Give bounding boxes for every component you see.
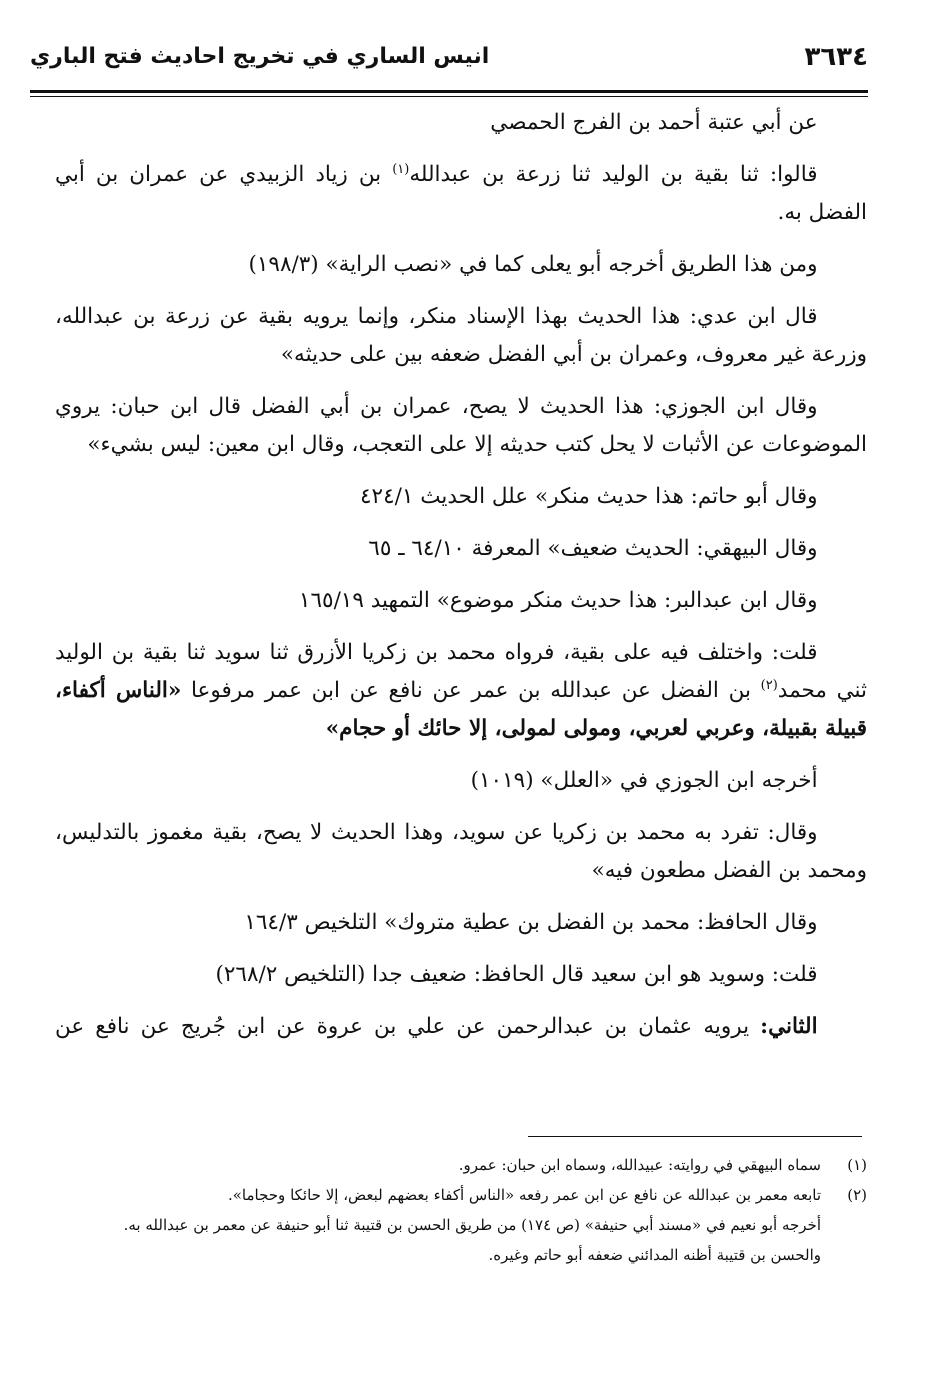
footnote-1-number: (١)	[847, 1156, 867, 1174]
footnote-2-continuation-2: والحسن بن قتيبة أظنه المدائني ضعفه أبو حاتم وغيره.	[488, 1246, 821, 1264]
paragraph-11: وقال: تفرد به محمد بن زكريا عن سويد، وهذا الحديث لا يصح، بقية مغموز بالتدليس، ومحمد بن الفضل مطعون فيه»	[55, 820, 867, 883]
header-rule-thin	[30, 96, 868, 97]
paragraph-5: وقال ابن الجوزي: هذا الحديث لا يصح، عمران بن أبي الفضل قال ابن حبان: يروي الموضوعات عن الأثبات لا يحل كتب حديثه إلا على التعجب، وقال ابن معين: ليس بشيء»	[55, 394, 867, 457]
paragraph-2	[55, 156, 867, 232]
footnote-2-continuation-1: أخرجه أبو نعيم في «مسند أبي حنيفة» (ص ١٧٤) من طريق الحسن بن قتيبة ثنا أبو حنيفة عن معمر بن عبدالله به.	[123, 1216, 821, 1234]
footnote-1-text: سماه البيهقي في روايته: عبيدالله، وسماه ابن حبان: عمرو.	[458, 1156, 821, 1174]
footnote-2-text: تابعه معمر بن عبدالله عن نافع عن ابن عمر رفعه «الناس أكفاء بعضهم لبعض، إلا حائكا وحجاما».	[227, 1186, 821, 1204]
paragraph-7: وقال البيهقي: الحديث ضعيف» المعرفة ٦٤/١٠ ـ ٦٥	[368, 536, 818, 561]
paragraph-2-text-b: بن زياد الزبيدي عن عمران بن أبي الفضل به.	[55, 162, 867, 225]
page-header	[30, 38, 868, 88]
paragraph-6: وقال أبو حاتم: هذا حديث منكر» علل الحديث ٤٢٤/١	[360, 484, 818, 509]
main-text	[55, 104, 867, 1060]
paragraph-2-text-a: قالوا: ثنا بقية بن الوليد ثنا زرعة بن عبدالله	[409, 162, 818, 187]
hadith-quote: «الناس أكفاء، قبيلة بقبيلة، وعربي لعربي، ومولى لمولى، إلا حائك أو حجام»	[55, 678, 867, 741]
section-label-second: الثاني:	[760, 1014, 818, 1039]
paragraph-10: أخرجه ابن الجوزي في «العلل» (١٠١٩)	[470, 768, 818, 793]
paragraph-9-text-b: بن الفضل عن عبدالله بن عمر عن نافع عن ابن عمر مرفوعا	[181, 678, 761, 703]
footnote-2-number: (٢)	[847, 1186, 867, 1204]
footnote-ref-1: (١)	[392, 161, 410, 177]
paragraph-3: ومن هذا الطريق أخرجه أبو يعلى كما في «نصب الراية» (١٩٨/٣)	[248, 252, 818, 277]
page-number: ٣٦٣٤	[804, 42, 868, 72]
footnote-ref-2: (٢)	[760, 677, 778, 693]
paragraph-8: وقال ابن عبدالبر: هذا حديث منكر موضوع» التمهيد ١٦٥/١٩	[298, 588, 818, 613]
paragraph-9	[55, 634, 867, 748]
paragraph-13: قلت: وسويد هو ابن سعيد قال الحافظ: ضعيف جدا (التلخيص ٢٦٨/٢)	[215, 962, 818, 987]
paragraph-9-text-a: قلت: واختلف فيه على بقية، فرواه محمد بن زكريا الأزرق ثنا سويد ثنا بقية بن الوليد ثني محمد	[55, 640, 867, 703]
header-rule-thick	[30, 90, 868, 93]
book-title: انيس الساري في تخريج احاديث فتح الباري	[30, 44, 490, 69]
footnotes	[55, 1150, 867, 1270]
paragraph-1: عن أبي عتبة أحمد بن الفرج الحمصي	[490, 110, 818, 135]
paragraph-4: قال ابن عدي: هذا الحديث بهذا الإسناد منكر، وإنما يرويه بقية عن زرعة بن عبدالله، وزرعة غير معروف، وعمران بن أبي الفضل ضعفه بين على حديثه»	[55, 304, 867, 367]
paragraph-14	[55, 1008, 867, 1046]
paragraph-14-text: يرويه عثمان بن عبدالرحمن عن علي بن عروة عن ابن جُريج عن نافع عن	[55, 1014, 761, 1039]
footnote-1	[55, 1150, 867, 1180]
footnote-separator	[528, 1136, 862, 1137]
paragraph-12: وقال الحافظ: محمد بن الفضل بن عطية متروك» التلخيص ١٦٤/٣	[244, 910, 818, 935]
footnote-2	[55, 1180, 867, 1210]
